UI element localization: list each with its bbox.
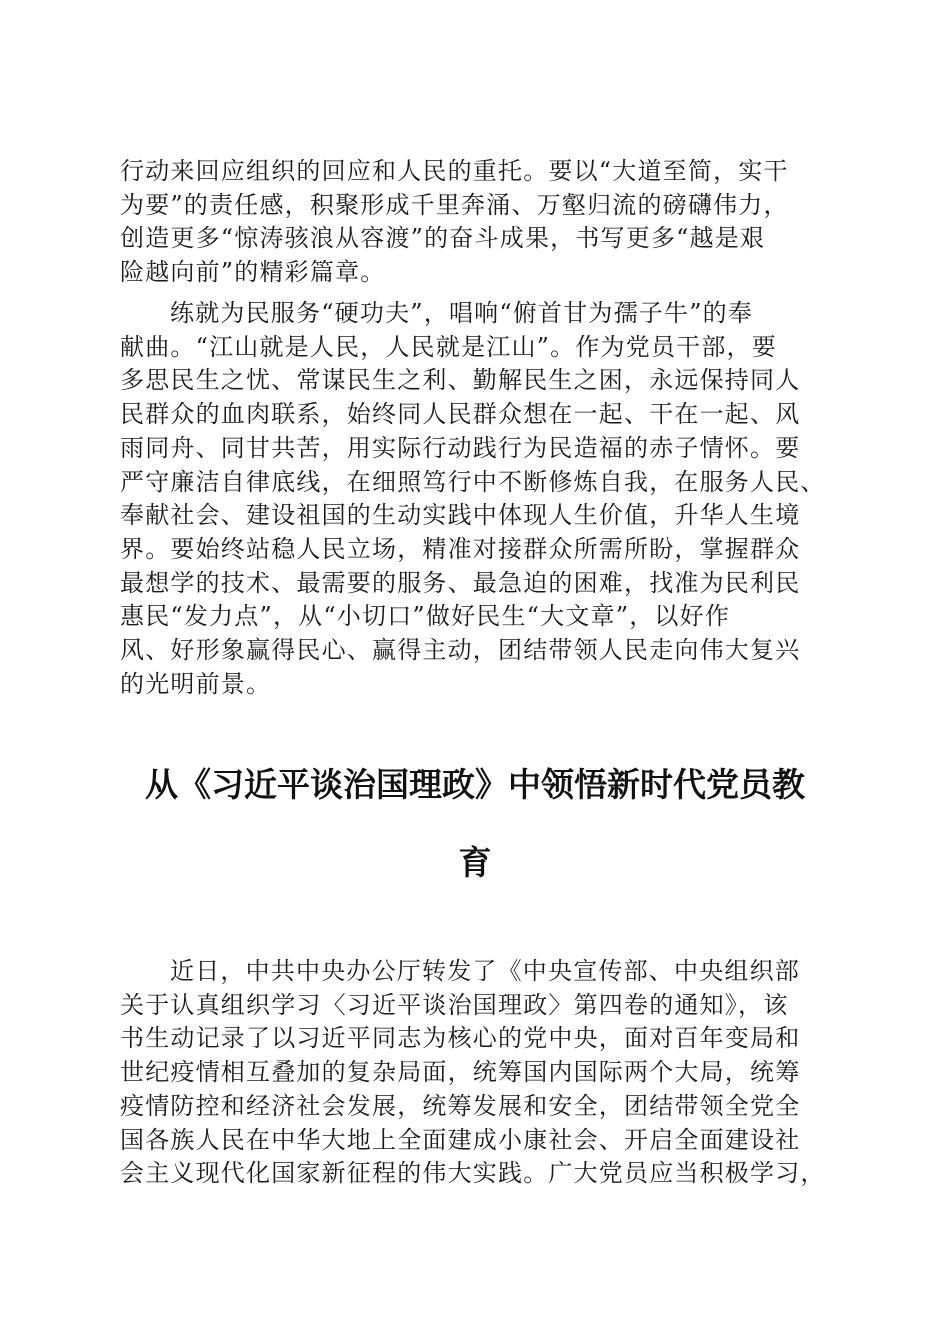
paragraph-line: 书生动记录了以习近平同志为核心的党中央，面对百年变局和 bbox=[120, 1024, 801, 1053]
paragraph-line: 严守廉洁自律底线，在细照笃行中不断修炼自我，在服务人民、 bbox=[120, 467, 826, 496]
paragraph-1 bbox=[120, 155, 840, 290]
paragraph-line: 疫情防控和经济社会发展，统筹发展和安全，团结带领全党全 bbox=[120, 1091, 801, 1120]
paragraph-3 bbox=[120, 955, 840, 1191]
title-line: 育 bbox=[458, 843, 492, 882]
paragraph-line: 民群众的血肉联系，始终同人民群众想在一起、干在一起、风 bbox=[120, 400, 801, 429]
paragraph-line: 关于认真组织学习〈习近平谈治国理政〉第四卷的通知》，该 bbox=[120, 990, 789, 1019]
article-title bbox=[110, 746, 840, 902]
paragraph-line: 行动来回应组织的回应和人民的重托。要以“大道至简，实干 bbox=[120, 157, 789, 185]
paragraph-line: 国各族人民在中华大地上全面建成小康社会、开启全面建设社 bbox=[120, 1125, 801, 1154]
paragraph-line: 风、好形象赢得民心、赢得主动，团结带领人民走向伟大复兴 bbox=[120, 636, 801, 665]
paragraph-line: 多思民生之忧、常谋民生之利、勤解民生之困，永远保持同人 bbox=[120, 366, 801, 395]
title-line: 从《习近平谈治国理政》中领悟新时代党员教 bbox=[145, 765, 805, 804]
paragraph-line: 奉献社会、建设祖国的生动实践中体现人生价值，升华人生境 bbox=[120, 501, 801, 530]
paragraph-line: 惠民“发力点”，从“小切口”做好民生“大文章”，以好作 bbox=[120, 602, 731, 631]
paragraph-line: 的光明前景。 bbox=[120, 669, 272, 698]
paragraph-line: 会主义现代化国家新征程的伟大实践。广大党员应当积极学习， bbox=[120, 1159, 826, 1188]
paragraph-line: 创造更多“惊涛骇浪从容渡”的奋斗成果，书写更多“越是艰 bbox=[120, 224, 766, 253]
paragraph-line: 界。要始终站稳人民立场，精准对接群众所需所盼，掌握群众 bbox=[120, 534, 801, 563]
paragraph-line: 近日，中共中央办公厅转发了《中央宣传部、中央组织部 bbox=[170, 957, 800, 985]
paragraph-line: 为要”的责任感，积聚形成千里奔涌、万壑归流的磅礴伟力， bbox=[120, 190, 789, 219]
paragraph-line: 雨同舟、同甘共苦，用实际行动践行为民造福的赤子情怀。要 bbox=[120, 433, 801, 462]
paragraph-line: 世纪疫情相互叠加的复杂局面，统筹国内国际两个大局，统筹 bbox=[120, 1058, 801, 1087]
paragraph-2 bbox=[120, 297, 840, 701]
paragraph-line: 献曲。“江山就是人民，人民就是江山”。作为党员干部，要 bbox=[120, 332, 777, 361]
paragraph-line: 险越向前”的精彩篇章。 bbox=[120, 258, 386, 287]
paragraph-line: 最想学的技术、最需要的服务、最急迫的困难，找准为民利民 bbox=[120, 568, 801, 597]
paragraph-line: 练就为民服务“硬功夫”，唱响“俯首甘为孺子牛”的奉 bbox=[170, 299, 754, 327]
